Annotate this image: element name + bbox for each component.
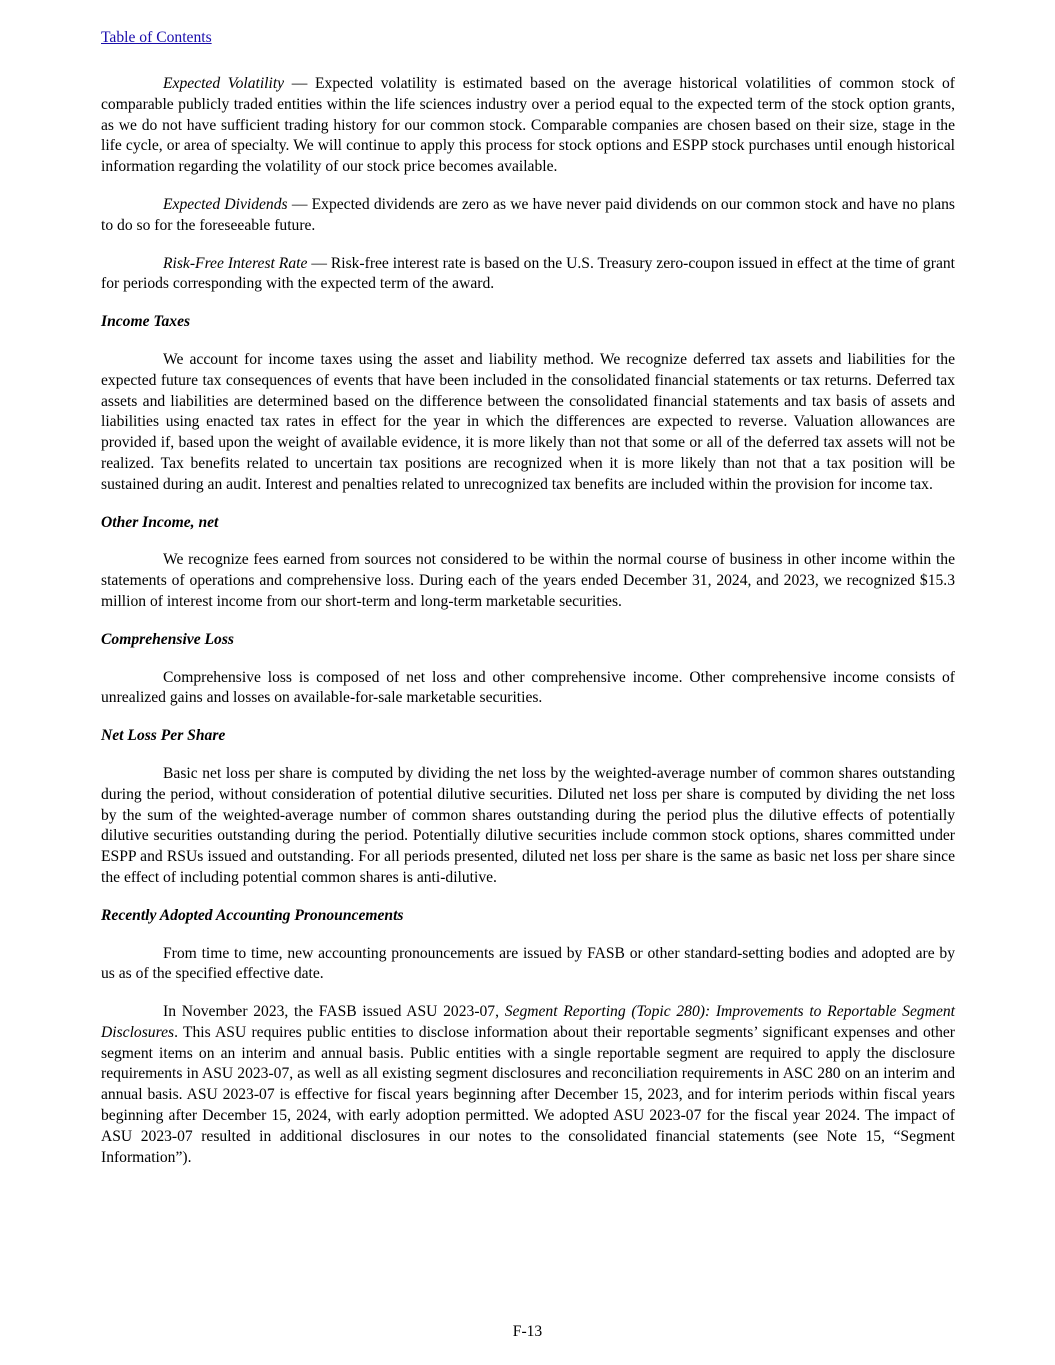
expected-volatility-paragraph <box>101 74 955 178</box>
net-loss-per-share-paragraph: Basic net loss per share is computed by dividing the net loss by the weighted-average number of common shares outstanding during the period, without consideration of potential dilutive securities. Diluted net loss per share is computed by dividing the net loss by the sum of the weighted-average number of common shares outstanding during the period plus the dilutive effects of potentially dilutive securities outstanding during the period. Potentially dilutive securities include common stock options, shares committed under ESPP and RSUs issued and outstanding. For all periods presented, diluted net loss per share is the same as basic net loss per share since the effect of including potential common shares is anti-dilutive. <box>101 764 955 886</box>
net-loss-per-share-heading: Net Loss Per Share <box>101 727 226 745</box>
table-of-contents-link[interactable]: Table of Contents <box>101 29 212 46</box>
other-income-paragraph: We recognize fees earned from sources not considered to be within the normal course of business in other income within the statements of operations and comprehensive loss. During each of the years ended December 31, 2024, and 2023, we recognized $15.3 million of interest income from our short-term and long-term marketable securities. <box>101 551 955 610</box>
risk-free-rate-term: Risk-Free Interest Rate <box>163 254 308 272</box>
recently-adopted-heading: Recently Adopted Accounting Pronouncements <box>101 906 404 924</box>
other-income-heading: Other Income, net <box>101 513 219 531</box>
asu-body-text: . This ASU requires public entities to disclose information about their reportable segments’ significant expenses and other segment items on an interim and annual basis. Public entities with a single reportable segment are required to apply the disclosure requirements in ASU 2023-07, as well as all existing segment disclosures and reconciliation requirements in ASC 280 on an interim and annual basis. ASU 2023-07 is effective for fiscal years beginning after December 15, 2023, and for interim periods within fiscal years beginning after December 15, 2024, with early adoption permitted. We adopted ASU 2023-07 for the fiscal year 2024. The impact of ASU 2023-07 resulted in additional disclosures in our notes to the consolidated financial statements (see Note 15, “Segment Information”). <box>101 1023 955 1166</box>
expected-volatility-term: Expected Volatility <box>163 75 285 92</box>
risk-free-rate-paragraph <box>101 254 955 296</box>
asu-title: Segment Reporting (Topic 280): Improvements to Reportable Segment Disclosures <box>101 1003 956 1041</box>
expected-dividends-term: Expected Dividends <box>163 195 288 213</box>
comprehensive-loss-heading: Comprehensive Loss <box>101 630 234 648</box>
income-taxes-heading: Income Taxes <box>101 313 191 331</box>
comprehensive-loss-paragraph: Comprehensive loss is composed of net loss and other comprehensive income. Other comprehensive income consists of unrealized gains and losses on available-for-sale marketable securities. <box>101 668 955 707</box>
risk-free-rate-text: — Risk-free interest rate is based on the U.S. Treasury zero-coupon issued in effect at the time of grant for periods corresponding with the expected term of the award. <box>101 254 955 293</box>
asu-intro-text: In November 2023, the FASB issued ASU 2023-07, <box>163 1003 505 1021</box>
recently-adopted-paragraph-2 <box>101 1002 955 1168</box>
income-taxes-paragraph: We account for income taxes using the asset and liability method. We recognize deferred tax assets and liabilities for the expected future tax consequences of events that have been included in the consolidated financial statements or tax returns. Deferred tax assets and liabilities are determined based on the difference between the consolidated financial statements and tax basis of assets and liabilities using enacted tax rates in effect for the year in which the differences are expected to reverse. Valuation allowances are provided if, based upon the weight of available evidence, it is more likely than not that some or all of the deferred tax assets will not be realized. Tax benefits related to uncertain tax positions are recognized when it is more likely than not that a tax position will be sustained during an audit. Interest and penalties related to unrecognized tax benefits are included within the provision for income tax. <box>101 350 955 493</box>
expected-dividends-text: — Expected dividends are zero as we have never paid dividends on our common stock and have no plans to do so for the foreseeable future. <box>101 195 956 234</box>
recently-adopted-paragraph-1: From time to time, new accounting pronouncements are issued by FASB or other standard-setting bodies and adopted are by us as of the specified effective date. <box>101 944 955 983</box>
expected-volatility-text: — Expected volatility is estimated based on the average historical volatilities of common stock of comparable publicly traded entities within the life sciences industry over a period equal to the expected term of the stock option grants, as we do not have sufficient trading history for our common stock. Comparable companies are chosen based on their size, stage in the life cycle, or area of specialty. We will continue to apply this process for stock options and ESPP stock purchases until enough historical information regarding the volatility of our stock price becomes available. <box>101 75 955 176</box>
page-content <box>101 74 955 1185</box>
expected-dividends-paragraph <box>101 195 955 237</box>
page-number: F-13 <box>512 1323 543 1340</box>
